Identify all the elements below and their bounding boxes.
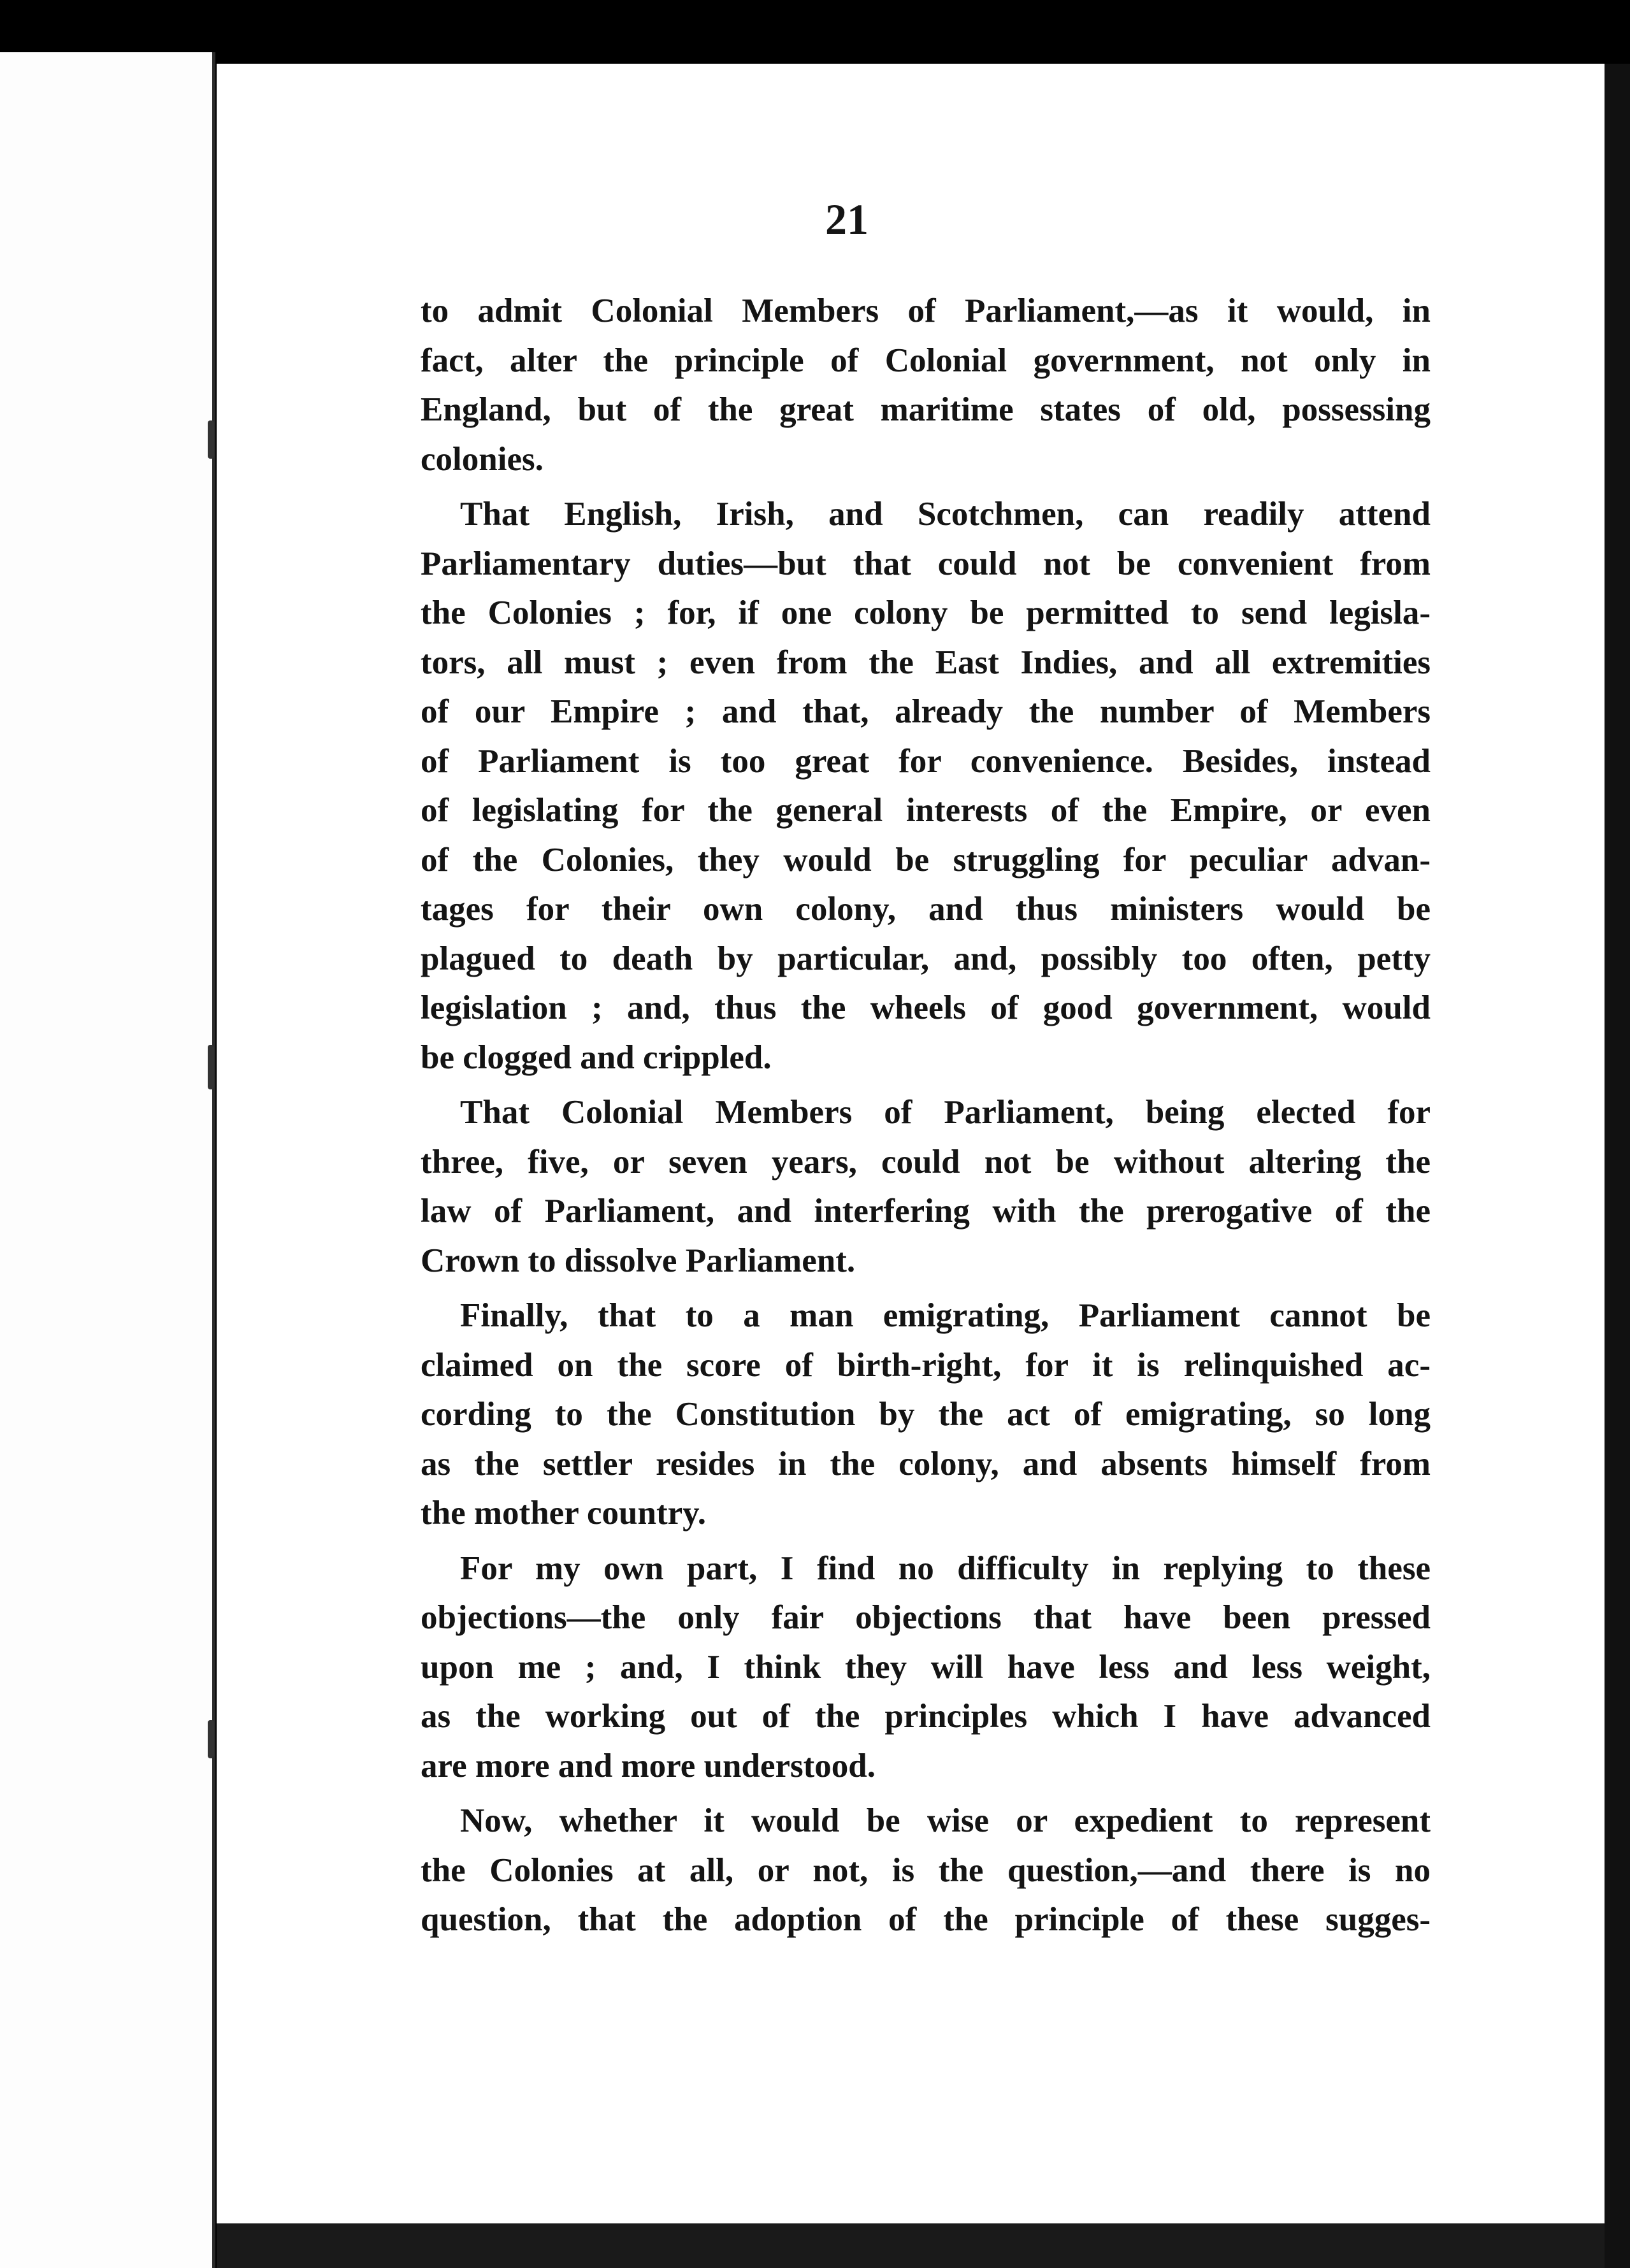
binding-mark: [208, 1045, 214, 1089]
paragraph-gap: [421, 1539, 1431, 1544]
text-line: England, but of the great maritime states of old, possessing: [421, 391, 1431, 428]
text-line: claimed on the score of birth-right, for it is relinquished ac-: [421, 1346, 1431, 1384]
text-line: Now, whether it would be wise or expedient to represent: [460, 1802, 1431, 1839]
text-line: Crown to dissolve Parliament.: [421, 1242, 856, 1279]
text-line: tages for their own colony, and thus ministers would be: [421, 891, 1431, 928]
text-line: For my own part, I find no difficulty in replying to these: [460, 1549, 1431, 1587]
text-line: legislation ; and, thus the wheels of good government, would: [421, 989, 1431, 1026]
text-line: of Parliament is too great for convenience. Besides, instead: [421, 742, 1431, 780]
text-line: Parliamentary duties—but that could not be convenient from: [421, 545, 1431, 582]
paragraph-gap: [421, 1791, 1431, 1797]
paragraph: [421, 1088, 1431, 1286]
paragraph: [421, 287, 1431, 484]
body-text: [421, 287, 1431, 1945]
paragraph-gap: [421, 1286, 1431, 1291]
page-gutter-line: [212, 52, 215, 2268]
text-line: be clogged and crippled.: [421, 1038, 772, 1076]
text-line: That Colonial Members of Parliament, being elected for: [460, 1094, 1431, 1131]
text-line: colonies.: [421, 440, 544, 478]
text-line: Finally, that to a man emigrating, Parliament cannot be: [460, 1297, 1431, 1334]
text-line: upon me ; and, I think they will have less and less weight,: [421, 1648, 1431, 1686]
text-line: objections—the only fair objections that have been pressed: [421, 1599, 1431, 1636]
text-line: of our Empire ; and that, already the number of Members: [421, 693, 1431, 730]
binding-mark: [208, 420, 214, 459]
text-line: as the settler resides in the colony, and absents himself from: [421, 1445, 1431, 1482]
paragraph-gap: [421, 1082, 1431, 1088]
text-line: of legislating for the general interests of the Empire, or even: [421, 792, 1431, 829]
text-line: of the Colonies, they would be struggling for peculiar advan-: [421, 841, 1431, 879]
page-right-shadow: [1605, 64, 1630, 2268]
text-line: are more and more understood.: [421, 1747, 876, 1784]
paragraph: [421, 490, 1431, 1082]
binding-mark: [208, 1720, 214, 1758]
text-line: to admit Colonial Members of Parliament,—as it would, in: [421, 292, 1431, 329]
paragraph: [421, 1797, 1431, 1945]
text-line: question, that the adoption of the principle of these sugges-: [421, 1901, 1431, 1938]
text-line: the Colonies at all, or not, is the question,—and there is no: [421, 1851, 1431, 1889]
text-line: as the working out of the principles which I have advanced: [421, 1698, 1431, 1735]
text-line: fact, alter the principle of Colonial government, not only in: [421, 341, 1431, 379]
paragraph-gap: [421, 484, 1431, 490]
paragraph: [421, 1544, 1431, 1791]
text-line: That English, Irish, and Scotchmen, can readily attend: [460, 496, 1431, 533]
facing-page-edge: [0, 52, 212, 2268]
text-line: the mother country.: [421, 1495, 706, 1532]
text-line: the Colonies ; for, if one colony be permitted to send legisla-: [421, 594, 1431, 631]
text-line: plagued to death by particular, and, possibly too often, petty: [421, 940, 1431, 977]
text-line: three, five, or seven years, could not be without altering the: [421, 1143, 1431, 1181]
text-line: cording to the Constitution by the act of emigrating, so long: [421, 1396, 1431, 1433]
text-line: tors, all must ; even from the East Indies, and all extremities: [421, 643, 1431, 681]
paragraph: [421, 1291, 1431, 1539]
page-number: 21: [825, 195, 869, 243]
text-line: law of Parliament, and interfering with the prerogative of the: [421, 1193, 1431, 1230]
page-bottom-shadow: [217, 2223, 1605, 2268]
